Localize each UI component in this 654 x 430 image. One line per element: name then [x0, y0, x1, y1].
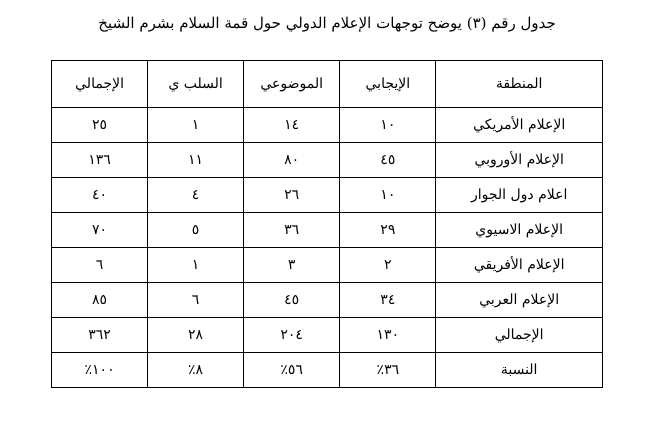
cell-objective: ٨٠ [243, 143, 339, 178]
cell-positive: ٢ [340, 248, 436, 283]
cell-objective: ٥٦٪ [243, 353, 339, 388]
column-header-objective: الموضوعي [243, 61, 339, 108]
cell-total: ١٠٠٪ [52, 353, 148, 388]
cell-negative: ٥ [148, 213, 244, 248]
cell-total: ١٣٦ [52, 143, 148, 178]
table-row [52, 248, 603, 283]
cell-objective: ٣٦ [243, 213, 339, 248]
cell-negative: ٨٪ [148, 353, 244, 388]
cell-objective: ١٤ [243, 108, 339, 143]
table-caption: جدول رقم (٣) يوضح توجهات الإعلام الدولي حول قمة السلام بشرم الشيخ [98, 14, 556, 32]
column-header-total: الإجمالي [52, 61, 148, 108]
table-row [52, 143, 603, 178]
cell-region: الإعلام الأوروبي [436, 143, 603, 178]
table-row [52, 108, 603, 143]
table-row-total [52, 318, 603, 353]
media-coverage-table [51, 60, 603, 388]
table-body [52, 108, 603, 388]
cell-total: ٨٥ [52, 283, 148, 318]
cell-positive: ١٠ [340, 178, 436, 213]
table-header [52, 61, 603, 108]
cell-objective: ٣ [243, 248, 339, 283]
cell-positive: ٣٤ [340, 283, 436, 318]
column-header-negative: السلب ي [148, 61, 244, 108]
cell-negative: ١ [148, 248, 244, 283]
cell-total: ٢٥ [52, 108, 148, 143]
cell-negative: ٦ [148, 283, 244, 318]
cell-positive: ٤٥ [340, 143, 436, 178]
cell-objective: ٢٦ [243, 178, 339, 213]
cell-region: اعلام دول الجوار [436, 178, 603, 213]
cell-total: ٣٦٢ [52, 318, 148, 353]
cell-objective: ٤٥ [243, 283, 339, 318]
table-row-percentage [52, 353, 603, 388]
cell-objective: ٢٠٤ [243, 318, 339, 353]
cell-region: الإعلام العربي [436, 283, 603, 318]
cell-total: ٦ [52, 248, 148, 283]
cell-negative: ٢٨ [148, 318, 244, 353]
cell-negative: ١١ [148, 143, 244, 178]
cell-positive: ٣٦٪ [340, 353, 436, 388]
table-container [51, 60, 603, 388]
cell-region: الإعلام الأفريقي [436, 248, 603, 283]
cell-region: الإعلام الأمريكي [436, 108, 603, 143]
table-row [52, 178, 603, 213]
cell-positive: ١٣٠ [340, 318, 436, 353]
table-row [52, 213, 603, 248]
cell-total: ٧٠ [52, 213, 148, 248]
table-row [52, 283, 603, 318]
column-header-region: المنطقة [436, 61, 603, 108]
cell-positive: ١٠ [340, 108, 436, 143]
cell-region: النسبة [436, 353, 603, 388]
cell-positive: ٢٩ [340, 213, 436, 248]
table-header-row [52, 61, 603, 108]
column-header-positive: الإيجابي [340, 61, 436, 108]
cell-negative: ٤ [148, 178, 244, 213]
cell-region: الإجمالي [436, 318, 603, 353]
cell-total: ٤٠ [52, 178, 148, 213]
cell-negative: ١ [148, 108, 244, 143]
cell-region: الإعلام الاسيوي [436, 213, 603, 248]
